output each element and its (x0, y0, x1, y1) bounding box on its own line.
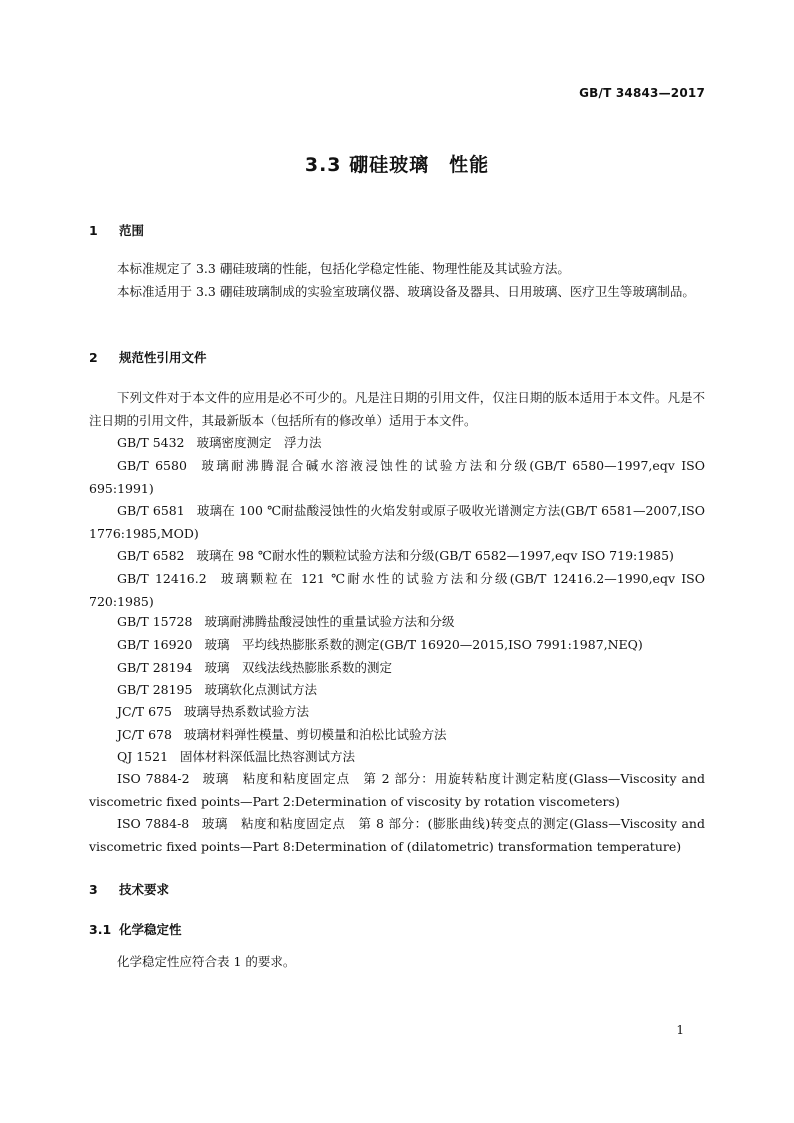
reference-code: GB/T 6580 (117, 458, 187, 473)
reference-title: 玻璃耐沸腾盐酸浸蚀性的重量试验方法和分级 (204, 614, 455, 629)
reference-item (89, 432, 705, 455)
paragraph: 下列文件对于本文件的应用是必不可少的。凡是注日期的引用文件，仅注日期的版本适用于本文件。凡是不注日期的引用文件，其最新版本（包括所有的修改单）适用于本文件。 (89, 390, 705, 428)
reference-title: 玻璃密度测定 浮力法 (196, 435, 322, 450)
reference-code: GB/T 16920 (117, 637, 193, 652)
document-title: 3.3 硼硅玻璃 性能 (304, 154, 490, 176)
subsection-3-1-heading (89, 920, 182, 938)
reference-title: 玻璃 平均线热膨胀系数的测定(GB/T 16920—2015,ISO 7991:1987,NEQ) (204, 637, 643, 652)
reference-code: GB/T 28194 (117, 660, 193, 675)
reference-title: 玻璃软化点测试方法 (204, 682, 317, 697)
reference-item (89, 746, 705, 769)
section-1-heading (89, 221, 144, 239)
reference-code: GB/T 6581 (117, 503, 185, 518)
reference-item (89, 455, 705, 500)
paragraph: 本标准规定了 3.3 硼硅玻璃的性能，包括化学稳定性能、物理性能及其试验方法。 (117, 261, 570, 276)
reference-title: 玻璃耐沸腾混合碱水溶液浸蚀性的试验方法和分级(GB/T 6580—1997,eqv ISO 695:1991) (89, 458, 705, 496)
section-number: 1 (89, 223, 98, 238)
reference-title: 玻璃 双线法线热膨胀系数的测定 (204, 660, 392, 675)
reference-item (89, 813, 705, 858)
section-2-heading (89, 348, 207, 366)
reference-code: GB/T 5432 (117, 435, 185, 450)
reference-code: JC/T 675 (117, 704, 172, 719)
section-title: 技术要求 (119, 882, 170, 897)
reference-item (89, 611, 705, 634)
reference-code: ISO 7884-2 (117, 771, 190, 786)
reference-code: GB/T 6582 (117, 548, 185, 563)
reference-code: JC/T 678 (117, 727, 172, 742)
reference-item (89, 545, 705, 568)
reference-item (89, 500, 705, 545)
reference-code: GB/T 12416.2 (117, 571, 207, 586)
section-3-heading (89, 880, 169, 898)
reference-title: 玻璃在 98 ℃耐水性的颗粒试验方法和分级(GB/T 6582—1997,eqv ISO 719:1985) (196, 548, 674, 563)
subsection-title: 化学稳定性 (119, 922, 182, 937)
reference-title: 玻璃颗粒在 121 ℃耐水性的试验方法和分级(GB/T 12416.2—1990,eqv ISO 720:1985) (89, 571, 705, 609)
reference-item (89, 679, 705, 702)
reference-title: 玻璃 粘度和粘度固定点 第 8 部分：(膨胀曲线)转变点的测定(Glass—Viscosity and viscometric fixed points—Part 8:Determination of (dilatometric) transformation temperature) (89, 816, 705, 854)
paragraph: 本标准适用于 3.3 硼硅玻璃制成的实验室玻璃仪器、玻璃设备及器具、日用玻璃、医疗卫生等玻璃制品。 (117, 284, 695, 299)
reference-title: 固体材料深低温比热容测试方法 (180, 749, 356, 764)
page-number: 1 (676, 1023, 684, 1037)
paragraph: 化学稳定性应符合表 1 的要求。 (117, 954, 296, 969)
subsection-number: 3.1 (89, 922, 112, 937)
reference-item (89, 768, 705, 813)
reference-title: 玻璃 粘度和粘度固定点 第 2 部分：用旋转粘度计测定粘度(Glass—Viscosity and viscometric fixed points—Part 2:Determination of viscosity by rotation viscometers) (89, 771, 706, 809)
reference-item (89, 568, 705, 613)
reference-title: 玻璃在 100 ℃耐盐酸浸蚀性的火焰发射或原子吸收光谱测定方法(GB/T 6581—2007,ISO 1776:1985,MOD) (89, 503, 705, 541)
section-title: 范围 (119, 223, 145, 238)
reference-code: ISO 7884-8 (117, 816, 190, 831)
reference-item (89, 724, 705, 747)
section-title: 规范性引用文件 (119, 350, 207, 365)
reference-item (89, 634, 705, 657)
section-number: 2 (89, 350, 98, 365)
standard-code: GB/T 34843—2017 (579, 86, 705, 100)
reference-title: 玻璃导热系数试验方法 (183, 704, 309, 719)
reference-title: 玻璃材料弹性模量、剪切模量和泊松比试验方法 (183, 727, 447, 742)
reference-code: GB/T 28195 (117, 682, 193, 697)
reference-item (89, 701, 705, 724)
reference-code: QJ 1521 (117, 749, 169, 764)
reference-item (89, 657, 705, 680)
section-number: 3 (89, 882, 98, 897)
reference-code: GB/T 15728 (117, 614, 193, 629)
